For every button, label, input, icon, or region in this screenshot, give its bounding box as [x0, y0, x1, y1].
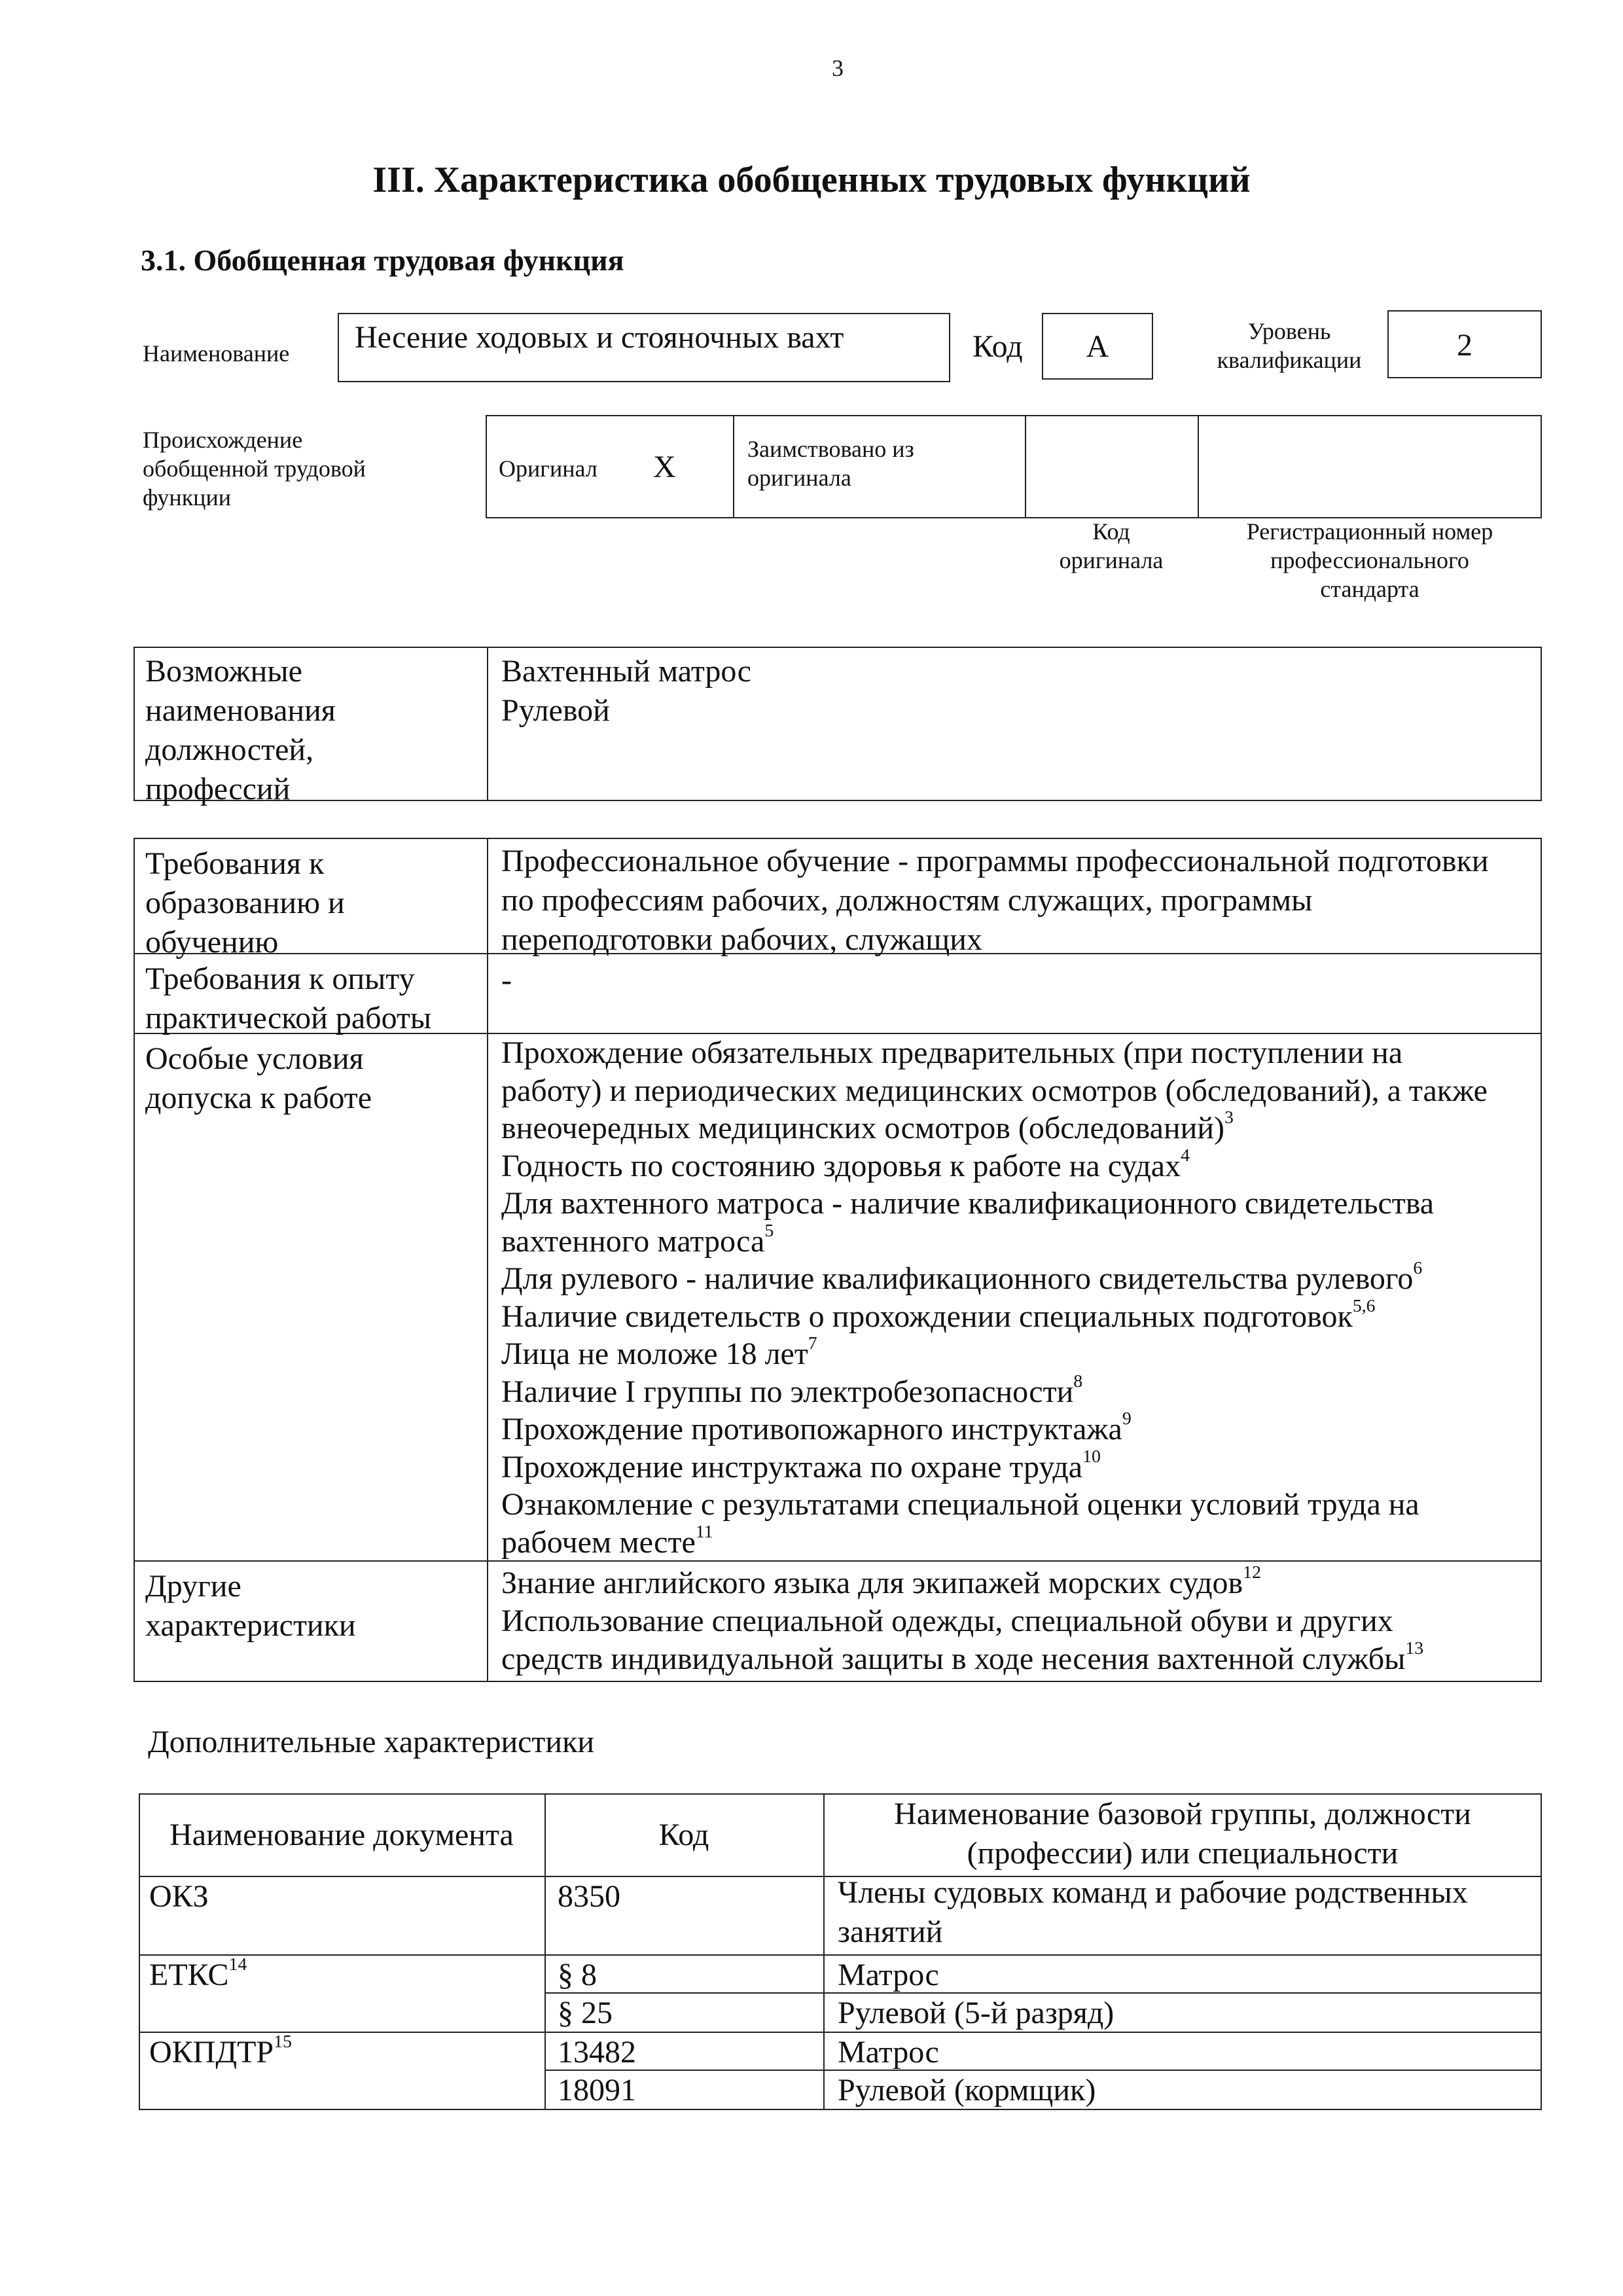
code-label: Код [972, 329, 1023, 364]
admission-line: внеочередных медицинских осмотров (обследований)$^3$ [501, 1107, 1234, 1145]
reg-number-caption: Регистрационный номер профессионального стандарта [1246, 518, 1493, 602]
other-line: Знание английского языка для экипажей морских судов$^{12}$ [501, 1562, 1261, 1600]
name-field [338, 313, 950, 382]
admission-line: Прохождение инструктажа по охране труда$^{10}$ [501, 1446, 1101, 1484]
etks-name: Матрос [838, 1958, 939, 1992]
level-field [1387, 310, 1542, 378]
okz-code: 8350 [558, 1879, 620, 1914]
additional-title: Дополнительные характеристики [148, 1725, 595, 1759]
positions-table [134, 647, 1542, 801]
admission-conditions [501, 1034, 1488, 1561]
admission-line: вахтенного матроса$^5$ [501, 1220, 774, 1259]
admission-line: Для вахтенного матроса - наличие квалификационного свидетельства [501, 1186, 1435, 1221]
education-label: Требования к образованию и обучению [145, 846, 345, 960]
col-code-header: Код [658, 1818, 709, 1852]
admission-label: Особые условия допуска к работе [145, 1041, 372, 1115]
admission-line: рабочем месте$^{11}$ [501, 1521, 713, 1560]
admission-line: работу) и периодических медицинских осмотров (обследований), а также [501, 1073, 1488, 1108]
education-value: Профессиональное обучение - программы профессиональной подготовки по профессиям рабочих, должностям служащих, программы переподготовки рабочих, служащих [501, 844, 1489, 957]
admission-line: Годность по состоянию здоровья к работе на судах$^4$ [501, 1145, 1190, 1183]
original-label: Оригинал [499, 456, 597, 482]
okz-name: Члены судовых команд и рабочие родственных занятий [838, 1875, 1468, 1949]
name-value: Несение ходовых и стояночных вахт [355, 320, 844, 355]
col-group-header: Наименование базовой группы, должности (профессии) или специальности [894, 1797, 1471, 1871]
origin-label: Происхождение обобщенной трудовой функции [143, 427, 366, 511]
other-label: Другие характеристики [145, 1569, 356, 1643]
level-value: 2 [1457, 328, 1472, 363]
admission-line: Наличие I группы по электробезопасности$^8$ [501, 1371, 1083, 1409]
other-line: средств индивидуальной защиты в ходе несения вахтенной службы$^{13}$ [501, 1638, 1424, 1676]
okpdtr-name: Матрос [838, 2035, 939, 2070]
section-title: III. Характеристика обобщенных трудовых функций [372, 160, 1251, 200]
code-value: А [1086, 329, 1109, 364]
position-item: Рулевой [501, 693, 610, 728]
okz-doc: ОКЗ [149, 1879, 209, 1914]
other-characteristics [501, 1564, 1423, 1678]
okpdtr-code: 18091 [558, 2073, 636, 2108]
okpdtr-code: 13482 [558, 2035, 636, 2070]
admission-line: Лица не моложе 18 лет$^7$ [501, 1333, 817, 1371]
admission-line: Наличие свидетельств о прохождении специальных подготовок$^{5,6}$ [501, 1295, 1376, 1334]
borrowed-label: Заимствовано из оригинала [747, 436, 914, 491]
experience-value: - [501, 963, 512, 997]
okpdtr-name: Рулевой (кормщик) [838, 2073, 1096, 2108]
positions-label: Возможные наименования должностей, профессий [145, 654, 336, 806]
other-line: Использование специальной одежды, специальной обуви и других [501, 1604, 1393, 1638]
original-code-caption: Код оригинала [1059, 518, 1164, 573]
positions-values [501, 652, 751, 730]
level-label: Уровень квалификации [1217, 318, 1362, 373]
origin-table [486, 415, 1542, 518]
okpdtr-doc: ОКПДТР$^{15}$ [149, 2032, 292, 2070]
experience-label: Требования к опыту практической работы [145, 961, 432, 1035]
position-item: Вахтенный матрос [501, 654, 751, 689]
original-mark: X [653, 450, 676, 484]
col-doc-header: Наименование документа [169, 1818, 514, 1852]
admission-line: Прохождение обязательных предварительных (при поступлении на [501, 1035, 1403, 1070]
etks-code: § 25 [558, 1996, 613, 2030]
admission-line: Ознакомление с результатами специальной оценки условий труда на [501, 1487, 1419, 1522]
name-label: Наименование [143, 340, 290, 367]
admission-line: Прохождение противопожарного инструктажа$^9$ [501, 1408, 1132, 1446]
etks-doc: ЕТКС$^{14}$ [149, 1954, 247, 1992]
etks-name: Рулевой (5-й разряд) [838, 1996, 1115, 2030]
etks-code: § 8 [558, 1958, 597, 1992]
admission-line: Для рулевого - наличие квалификационного свидетельства рулевого$^6$ [501, 1258, 1423, 1296]
code-field [1042, 313, 1153, 380]
subsection-title: 3.1. Обобщенная трудовая функция [141, 243, 624, 277]
page-number: 3 [832, 55, 844, 81]
